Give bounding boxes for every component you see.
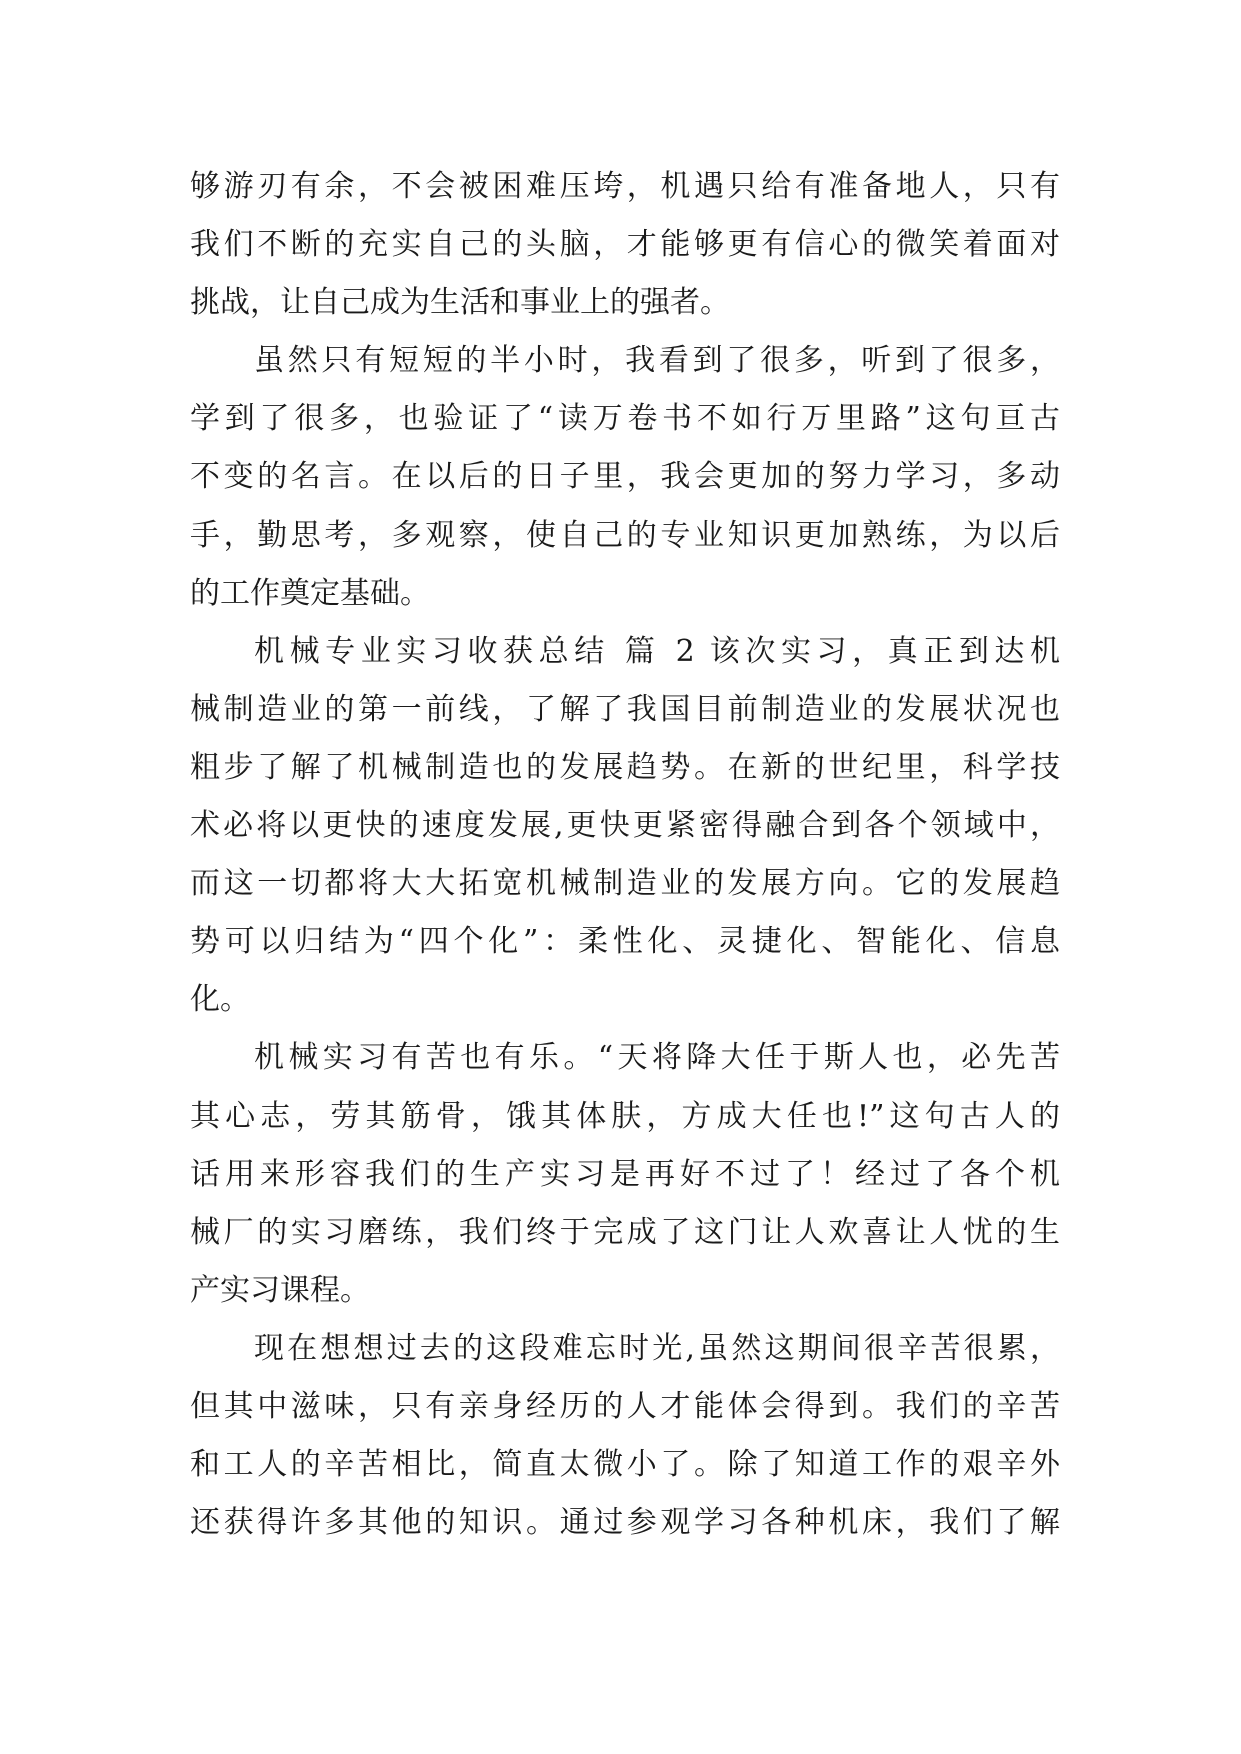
- text-line: 学到了很多，也验证了“读万卷书不如行万里路”这句亘古: [190, 401, 1060, 437]
- text-line: 不变的名言。在以后的日子里，我会更加的努力学习，多动: [190, 459, 1060, 495]
- text-line: 我们不断的充实自己的头脑，才能够更有信心的微笑着面对: [190, 227, 1060, 263]
- section-heading-line: 机械专业实习收获总结 篇 2 该次实习，真正到达机: [254, 633, 1060, 669]
- text-line: 话用来形容我们的生产实习是再好不过了！经过了各个机: [190, 1156, 1060, 1192]
- text-line: 产实习课程。: [190, 1272, 370, 1308]
- text-line: 化。: [190, 982, 250, 1018]
- text-line: 势可以归结为“四个化”：柔性化、灵捷化、智能化、信息: [190, 924, 1060, 960]
- text-line: 械制造业的第一前线，了解了我国目前制造业的发展状况也: [190, 691, 1060, 727]
- text-line: 还获得许多其他的知识。通过参观学习各种机床，我们了解: [190, 1505, 1060, 1541]
- text-line: 的工作奠定基础。: [190, 575, 430, 611]
- text-line: 够游刃有余，不会被困难压垮，机遇只给有准备地人，只有: [190, 169, 1060, 204]
- document-body: [190, 158, 1060, 1552]
- text-line: 手，勤思考，多观察，使自己的专业知识更加熟练，为以后: [190, 517, 1060, 553]
- text-line: 术必将以更快的速度发展,更快更紧密得融合到各个领域中，: [190, 808, 1060, 844]
- text-line: 其心志，劳其筋骨，饿其体肤，方成大任也!”这句古人的: [190, 1098, 1060, 1134]
- paragraph-first-line: 机械实习有苦也有乐。“天将降大任于斯人也，必先苦: [254, 1040, 1060, 1076]
- text-line: 械厂的实习磨练，我们终于完成了这门让人欢喜让人忧的生: [190, 1214, 1060, 1250]
- paragraph-first-line: 现在想想过去的这段难忘时光,虽然这期间很辛苦很累，: [254, 1330, 1060, 1366]
- text-line: 而这一切都将大大拓宽机械制造业的发展方向。它的发展趋: [190, 866, 1060, 902]
- text-line: 挑战，让自己成为生活和事业上的强者。: [190, 285, 730, 321]
- text-line: 粗步了解了机械制造也的发展趋势。在新的世纪里，科学技: [190, 749, 1060, 785]
- text-line: 和工人的辛苦相比，简直太微小了。除了知道工作的艰辛外: [190, 1447, 1060, 1483]
- paragraph-first-line: 虽然只有短短的半小时，我看到了很多，听到了很多，: [254, 343, 1060, 379]
- text-line: 但其中滋味，只有亲身经历的人才能体会得到。我们的辛苦: [190, 1388, 1060, 1424]
